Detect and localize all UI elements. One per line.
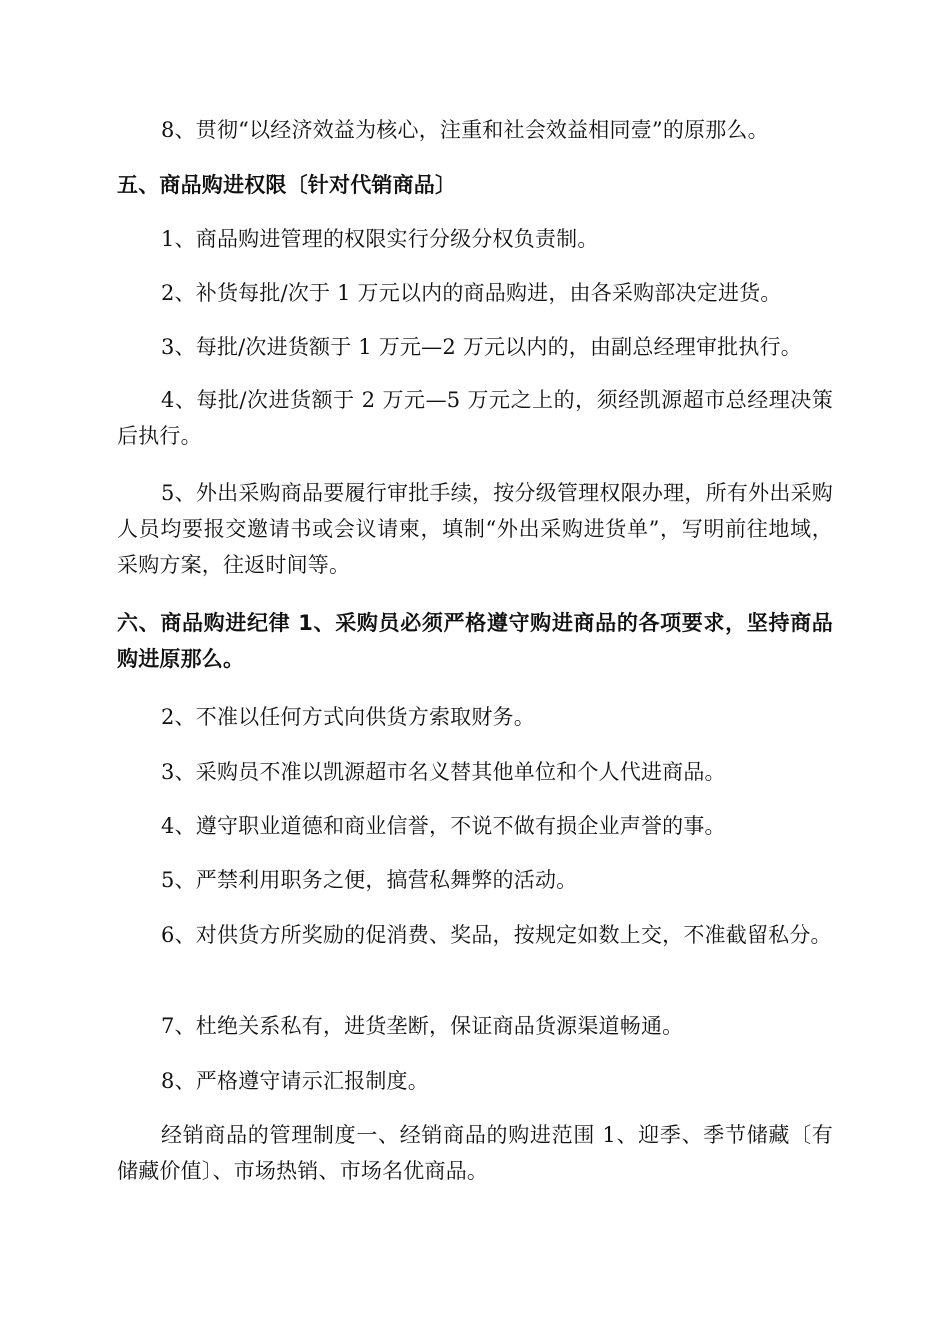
paragraph-discipline-7: 7、杜绝关系私有，进货垄断，保证商品货源渠道畅通。 bbox=[161, 1014, 684, 1038]
paragraph-discipline-8: 8、严格遵守请示汇报制度。 bbox=[161, 1069, 429, 1093]
paragraph-principle-8: 8、贯彻“以经济效益为核心，注重和社会效益相同壹”的原那么。 bbox=[161, 118, 769, 142]
section-heading-5: 五、商品购进权限〔针对代销商品〕 bbox=[117, 173, 457, 197]
paragraph-discipline-5: 5、严禁利用职务之便，搞营私舞弊的活动。 bbox=[161, 868, 578, 892]
paragraph-authority-2: 2、补货每批/次于 1 万元以内的商品购进，由各采购部决定进货。 bbox=[161, 281, 782, 305]
section-heading-6: 六、商品购进纪律 1、采购员必须严格遵守购进商品的各项要求，坚持商品购进原那么。 bbox=[117, 611, 833, 671]
paragraph-distribution-goods: 经销商品的管理制度一、经销商品的购进范围 1、迎季、季节储藏〔有储藏价值〕、市场热销、市场名优商品。 bbox=[117, 1123, 833, 1183]
paragraph-discipline-4: 4、遵守职业道德和商业信誉，不说不做有损企业声誉的事。 bbox=[161, 814, 726, 838]
paragraph-discipline-3: 3、采购员不准以凯源超市名义替其他单位和个人代进商品。 bbox=[161, 760, 726, 784]
paragraph-discipline-2: 2、不准以任何方式向供货方索取财务。 bbox=[161, 705, 535, 729]
paragraph-discipline-6: 6、对供货方所奖励的促消费、奖品，按规定如数上交，不准截留私分。 bbox=[161, 923, 832, 947]
paragraph-authority-3: 3、每批/次进货额于 1 万元—2 万元以内的，由副总经理审批执行。 bbox=[161, 335, 802, 359]
paragraph-authority-4: 4、每批/次进货额于 2 万元—5 万元之上的，须经凯源超市总经理决策后执行。 bbox=[117, 388, 833, 448]
paragraph-authority-1: 1、商品购进管理的权限实行分级分权负责制。 bbox=[161, 227, 599, 251]
paragraph-authority-5: 5、外出采购商品要履行审批手续，按分级管理权限办理，所有外出采购人员均要报交邀请书或会议请柬，填制“外出采购进货单”，写明前往地域，采购方案，往返时间等。 bbox=[117, 481, 833, 577]
